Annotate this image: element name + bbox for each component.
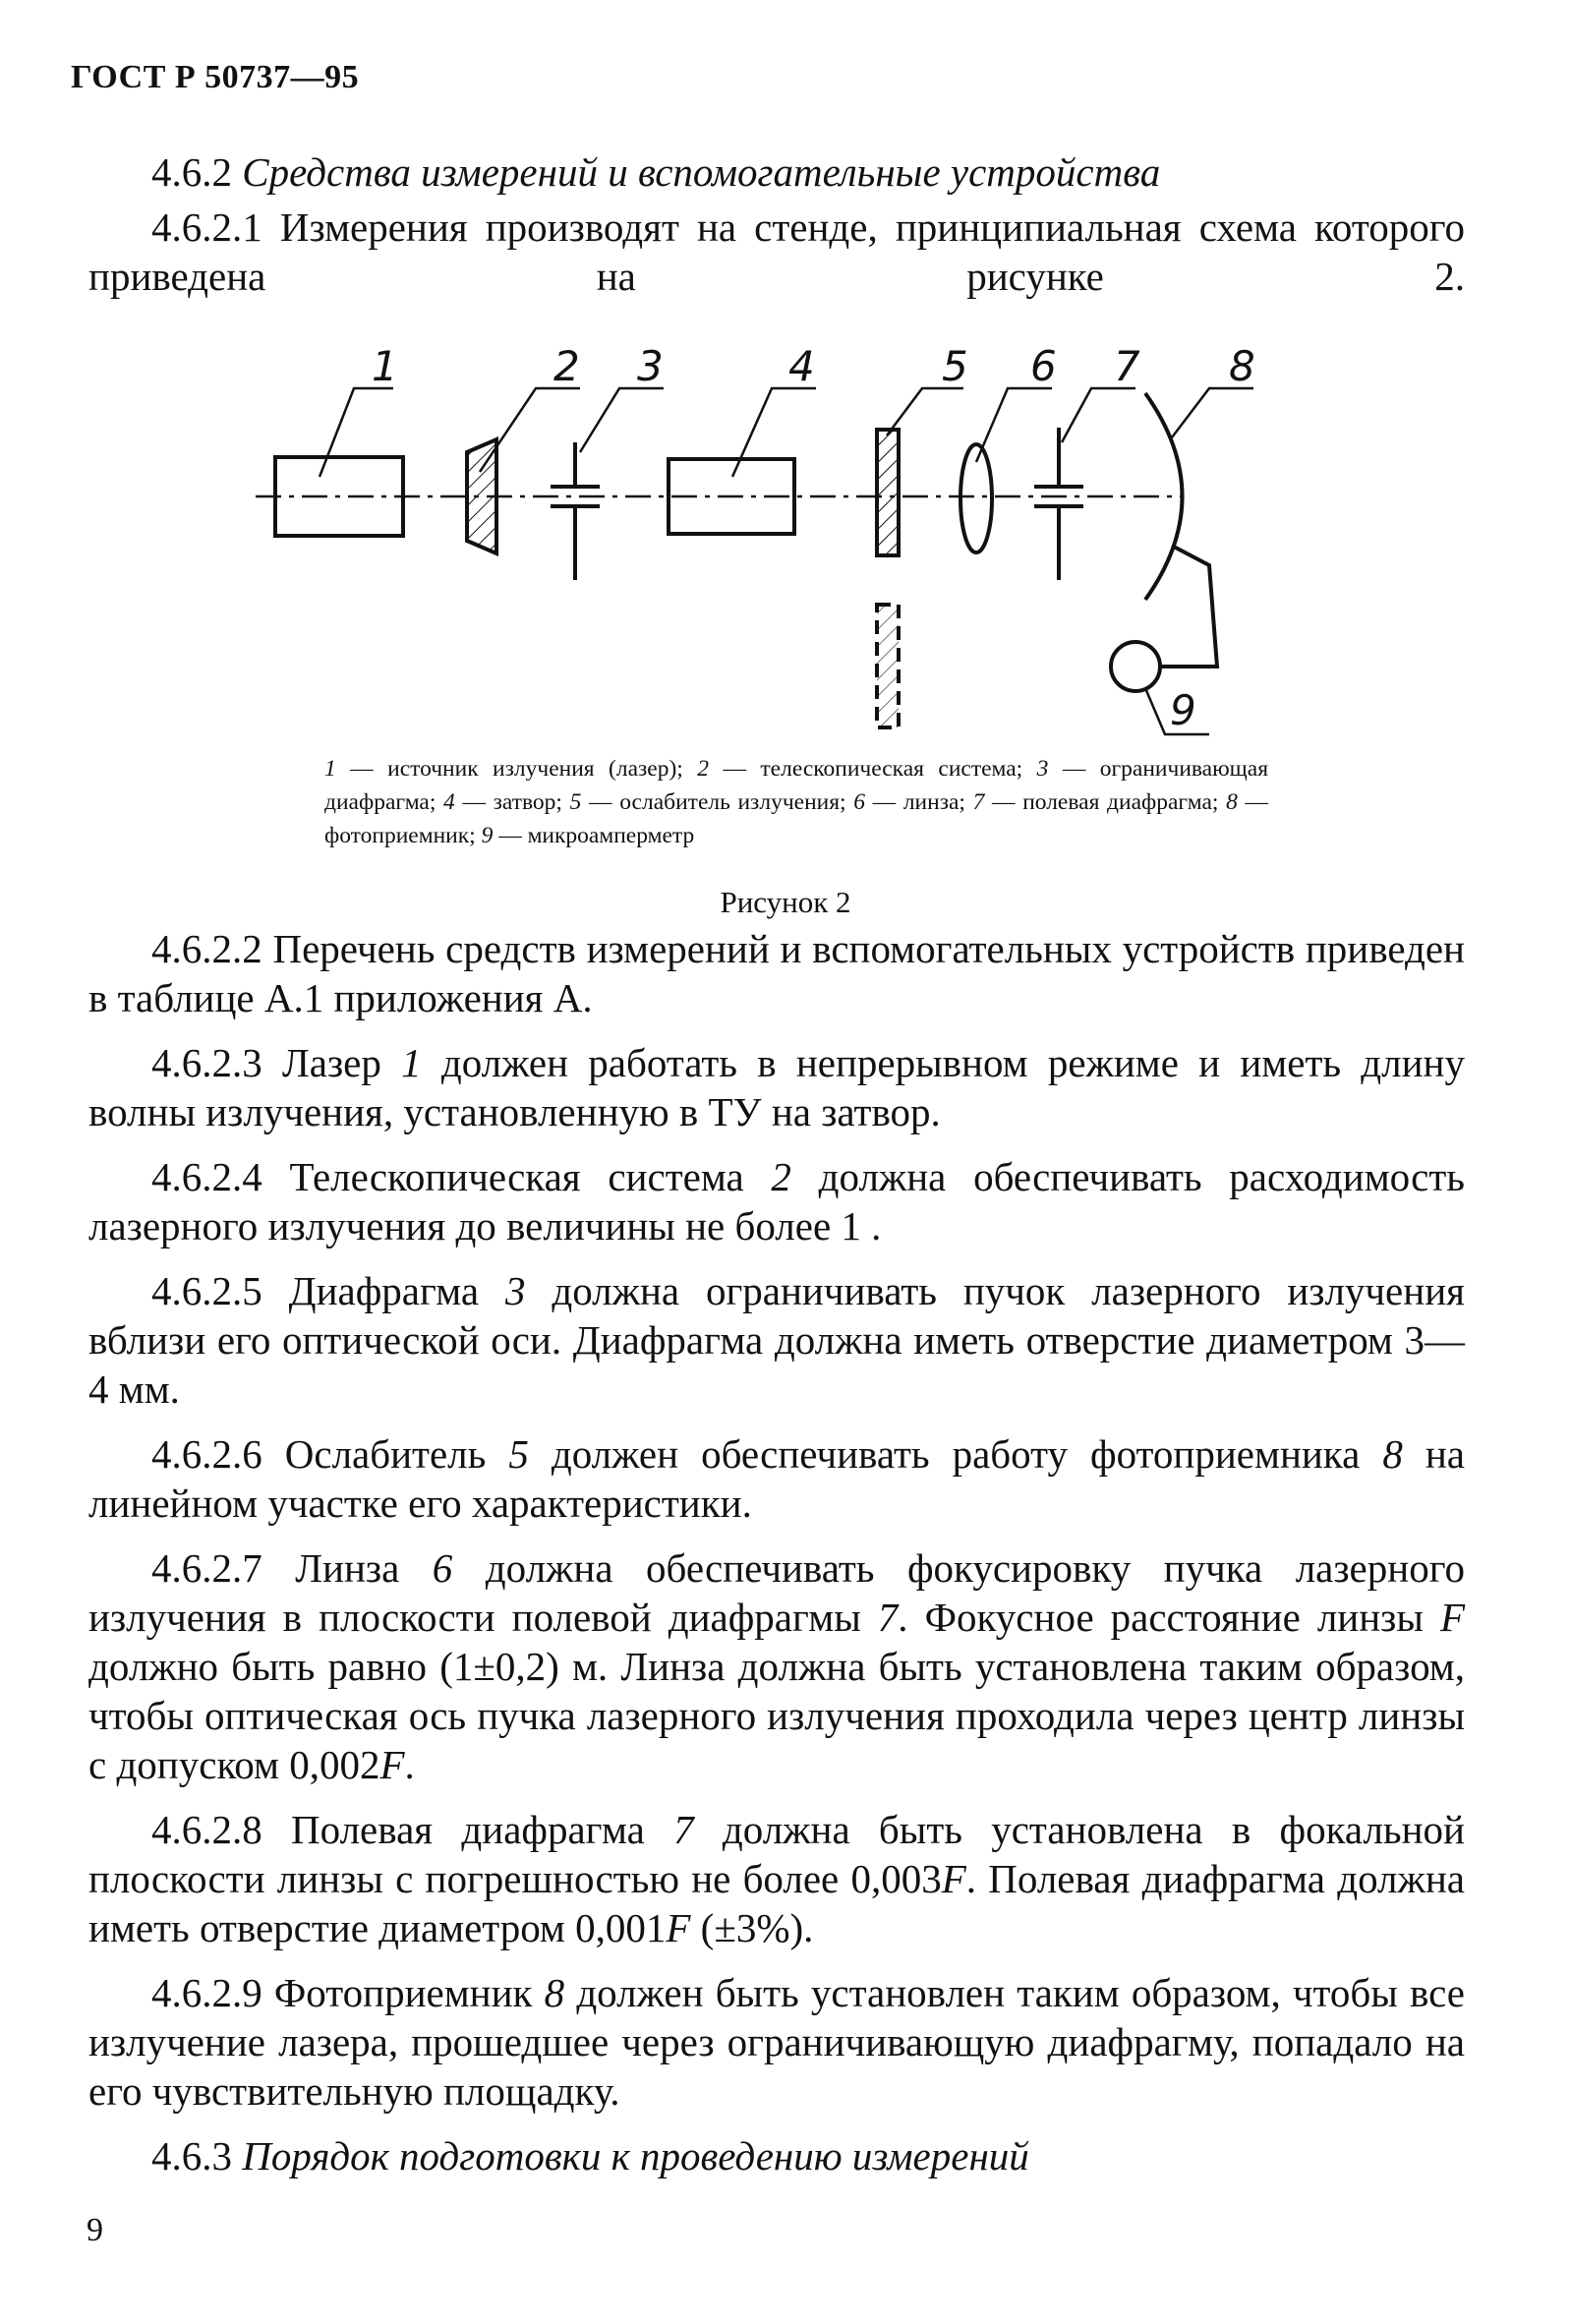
section-4-6-2-heading bbox=[88, 147, 1465, 197]
figure-label-2: 2 bbox=[553, 342, 580, 390]
leader-8 bbox=[1172, 388, 1253, 437]
figure-label-4: 4 bbox=[788, 342, 815, 390]
leader-1 bbox=[320, 388, 393, 477]
figure-label-3: 3 bbox=[637, 342, 664, 390]
paragraph-4-6-2-9: 4.6.2.9 Фотоприемник 8 должен быть установлен таким образом, чтобы все излучение лазера, прошедшее через ограничивающую диафрагму, попадало на его чувствительную площадку. bbox=[88, 1970, 1466, 2114]
legend-num: 6 bbox=[853, 789, 865, 815]
legend-text: — фотоприемник; bbox=[324, 789, 1269, 848]
paragraph-4-6-2-2: 4.6.2.2 Перечень средств измерений и вспомогательных устройств приведен в таблице А.1 приложения А. bbox=[88, 926, 1465, 1020]
figure-label-8: 8 bbox=[1229, 342, 1255, 390]
section-title: Средства измерений и вспомогательные устройства bbox=[242, 149, 1161, 195]
legend-num: 2 bbox=[697, 756, 710, 782]
leader-7 bbox=[1062, 388, 1135, 442]
paragraph-4-6-2-4: 4.6.2.4 Телескопическая система 2 должна обеспечивать расходимость лазерного излучения до величины не более 1 . bbox=[88, 1154, 1465, 1249]
legend-num: 8 bbox=[1226, 789, 1238, 815]
section-number: 4.6.3 bbox=[151, 2133, 232, 2179]
legend-num: 1 bbox=[324, 756, 336, 782]
legend-num: 7 bbox=[972, 789, 985, 815]
legend-text: — затвор; bbox=[454, 789, 570, 815]
paragraph-4-6-2-8: 4.6.2.8 Полевая диафрагма 7 должна быть установлена в фокальной плоскости линзы с погрешностью не более 0,003F. Полевая диафрагма должна иметь отверстие диаметром 0,001F (±3%). bbox=[88, 1807, 1465, 1950]
legend-text: — линза; bbox=[864, 789, 973, 815]
legend-text: — микроамперметр bbox=[493, 823, 695, 848]
attenuator-filter bbox=[877, 430, 899, 555]
legend-text: — полевая диафрагма; bbox=[984, 789, 1227, 815]
figure-label-9: 9 bbox=[1170, 686, 1196, 734]
page-number: 9 bbox=[87, 2212, 103, 2248]
legend-num: 4 bbox=[443, 789, 455, 815]
legend-text: — ограничивающая диафрагма; bbox=[324, 756, 1268, 815]
section-title: Порядок подготовки к проведению измерений bbox=[242, 2133, 1029, 2179]
microammeter bbox=[1111, 642, 1160, 691]
figure-label-1: 1 bbox=[372, 342, 398, 390]
figure-label-7: 7 bbox=[1114, 342, 1140, 390]
legend-num: 3 bbox=[1036, 756, 1049, 782]
figure-legend bbox=[324, 752, 1268, 852]
legend-text: — источник излучения (лазер); bbox=[335, 756, 698, 782]
figure-2-schematic bbox=[226, 329, 1288, 742]
figure-caption: Рисунок 2 bbox=[720, 885, 851, 919]
legend-num: 9 bbox=[481, 823, 494, 848]
upper-text-block bbox=[88, 147, 1465, 301]
paragraph-4-6-2-5: 4.6.2.5 Диафрагма 3 должна ограничивать пучок лазерного излучения вблизи его оптической оси. Диафрагма должна иметь отверстие диаметром 3—4 мм. bbox=[88, 1268, 1465, 1412]
section-4-6-3-heading bbox=[88, 2131, 1465, 2180]
figure-label-5: 5 bbox=[942, 342, 968, 390]
leader-4 bbox=[732, 388, 816, 477]
paragraph-4-6-2-1: 4.6.2.1 Измерения производят на стенде, принципиальная схема которого приведена на рисунке 2. bbox=[88, 204, 1465, 299]
paragraph-4-6-2-6: 4.6.2.6 Ослабитель 5 должен обеспечивать работу фотоприемника 8 на линейном участке его характеристики. bbox=[88, 1431, 1466, 1526]
leader-3 bbox=[580, 388, 664, 452]
section-number: 4.6.2 bbox=[151, 149, 232, 195]
legend-num: 5 bbox=[569, 789, 582, 815]
paragraph-4-6-2-3: 4.6.2.3 Лазер 1 должен работать в непрерывном режиме и иметь длину волны излучения, установленную в ТУ на затвор. bbox=[88, 1040, 1465, 1134]
legend-text: — телескопическая система; bbox=[709, 756, 1037, 782]
lower-text-block bbox=[88, 924, 1465, 2180]
paragraph-4-6-2-7: 4.6.2.7 Линза 6 должна обеспечивать фокусировку пучка лазерного излучения в плоскости полевой диафрагмы 7. Фокусное расстояние линзы F должно быть равно (1±0,2) м. Линза должна быть установлена таким образом, чтобы оптическая ось пучка лазерного излучения проходила через центр линзы с допуском 0,002F. bbox=[88, 1545, 1465, 1787]
figure-label-6: 6 bbox=[1030, 342, 1057, 390]
legend-text: — ослабитель излучения; bbox=[581, 789, 854, 815]
leader-6 bbox=[976, 388, 1052, 462]
document-header: ГОСТ Р 50737—95 bbox=[71, 59, 360, 95]
